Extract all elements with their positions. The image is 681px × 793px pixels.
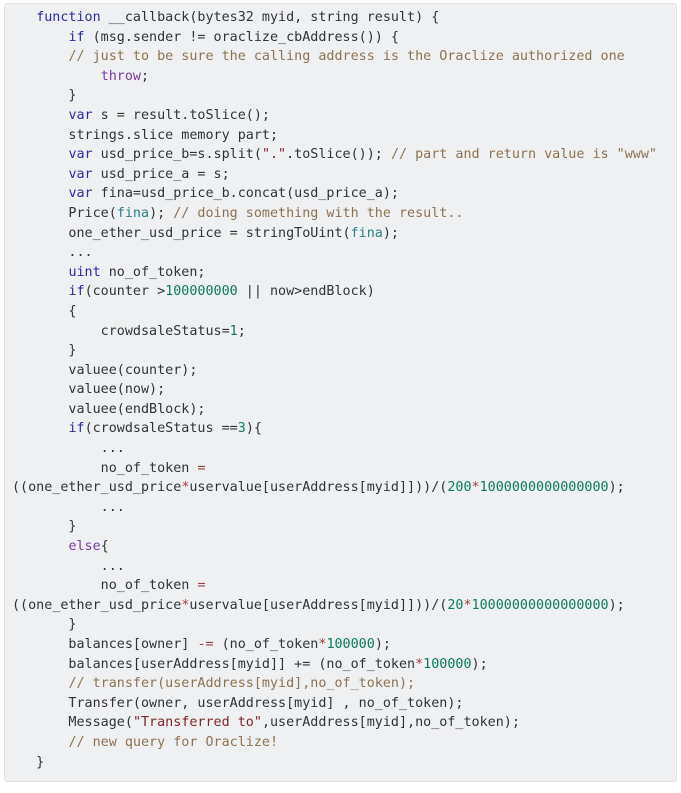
code-token-pln: ); (382, 225, 399, 241)
code-token-pln (12, 147, 68, 162)
code-token-pln: ,userAddress[myid],no_of_token); (261, 715, 520, 731)
code-token-kwd: var (68, 166, 93, 182)
code-token-pln (12, 167, 68, 182)
code-token-num: 200 (447, 480, 472, 496)
code-token-pln (12, 421, 68, 436)
code-token-com: // just to be sure the calling address is the Oraclize authorized one (68, 49, 625, 65)
code-token-pln: strings.slice memory part; (12, 127, 279, 143)
code-token-pln (12, 10, 36, 25)
code-line (12, 165, 670, 185)
code-token-pln: balances[owner] (12, 637, 198, 652)
code-line (12, 28, 670, 48)
code-token-op: * (318, 637, 327, 652)
code-token-pln: ); (149, 205, 174, 221)
code-line (12, 8, 670, 28)
code-token-pln: s = result.toSlice(); (92, 107, 270, 123)
code-token-kw2: else (68, 539, 101, 555)
code-token-pln: ... (12, 499, 125, 515)
code-panel (4, 3, 677, 782)
code-token-pln: usd_price_b=s.split( (92, 147, 262, 163)
code-token-typ: fina (350, 225, 383, 241)
code-token-kwd: if (68, 29, 85, 45)
code-line (12, 459, 670, 479)
code-line (12, 557, 670, 577)
code-token-num: 1000000000000000 (479, 480, 609, 496)
code-line (12, 224, 670, 244)
code-token-pln: ; (141, 68, 150, 84)
code-token-kw2: throw (100, 68, 141, 84)
code-line (12, 517, 670, 537)
code-line (12, 126, 670, 146)
code-token-op: * (463, 597, 472, 613)
code-token-kwd: var (68, 147, 93, 163)
code-token-pln: usd_price_a = s; (92, 166, 230, 182)
code-line (12, 322, 670, 342)
code-line (12, 243, 670, 263)
code-token-op: -= (197, 637, 214, 652)
code-token-pln: || now>endBlock) (237, 284, 375, 300)
code-line (12, 713, 670, 733)
code-token-num: 100000000 (165, 284, 238, 300)
code-line (12, 439, 670, 459)
code-line (12, 753, 670, 773)
code-token-pln: (msg.sender != oraclize_cbAddress()) { (84, 29, 399, 45)
code-line (12, 204, 670, 224)
code-token-pln: ((one_ether_usd_price (12, 597, 182, 613)
code-token-kwd: var (68, 107, 93, 123)
code-line (12, 361, 670, 381)
code-token-op: * (471, 480, 480, 496)
code-token-pln: valuee(counter); (12, 362, 198, 378)
code-token-pln: } (12, 754, 45, 770)
code-token-pln: (counter > (84, 284, 166, 300)
code-token-pln: balances[userAddress[myid]] += (no_of_token (12, 656, 416, 672)
code-token-pln: Price( (12, 205, 117, 221)
code-token-com: // new query for Oraclize! (68, 734, 279, 750)
code-line (12, 67, 670, 87)
code-token-pln: ; (237, 323, 246, 339)
code-token-str: "." (261, 147, 287, 163)
code-token-pln: no_of_token; (100, 264, 206, 280)
code-token-pln: ... (12, 441, 125, 457)
code-token-com: // part and return value is "www" (390, 147, 657, 163)
code-line (12, 694, 670, 714)
code-token-pln: } (12, 519, 77, 535)
code-line (12, 674, 670, 694)
code-line (12, 655, 670, 675)
code-token-pln: uservalue[userAddress[myid]]))/( (189, 597, 448, 613)
code-token-typ: fina (116, 205, 150, 221)
code-token-pln (12, 539, 68, 554)
code-token-pln: ((one_ether_usd_price (12, 480, 182, 496)
code-token-pln: __callback(bytes32 myid, string result) { (100, 10, 440, 25)
code-token-pln: ); (608, 480, 625, 496)
code-token-pln (12, 186, 68, 201)
code-line (12, 282, 670, 302)
code-pre (12, 8, 670, 772)
code-token-pln (12, 735, 68, 750)
code-token-pln: fina=usd_price_b.concat(usd_price_a); (92, 186, 399, 202)
code-token-pln (12, 108, 68, 123)
code-token-kwd: if (68, 421, 85, 437)
code-token-pln: ); (608, 597, 625, 613)
code-line (12, 615, 670, 635)
code-token-pln: uservalue[userAddress[myid]]))/( (189, 480, 448, 496)
code-token-com: // transfer(userAddress[myid],no_of_token); (68, 676, 416, 692)
code-token-pln: Transfer(owner, userAddress[myid] , no_of_token); (12, 695, 464, 711)
code-token-op: * (415, 656, 424, 672)
code-line (12, 596, 670, 616)
code-token-kwd: var (68, 186, 93, 202)
code-token-str: "Transferred to" (132, 715, 262, 731)
code-token-pln: one_ether_usd_price = stringToUint( (12, 225, 351, 241)
code-line (12, 86, 670, 106)
code-token-num: 20 (447, 597, 464, 613)
code-line (12, 419, 670, 439)
code-token-pln: valuee(now); (12, 382, 166, 398)
code-token-pln: (no_of_token (213, 637, 319, 652)
code-line (12, 302, 670, 322)
code-line (12, 576, 670, 596)
code-token-num: 1 (229, 323, 238, 339)
code-line (12, 145, 670, 165)
code-line (12, 400, 670, 420)
code-token-pln: valuee(endBlock); (12, 401, 206, 417)
code-token-pln: (crowdsaleStatus == (84, 421, 238, 437)
code-token-pln (12, 30, 68, 45)
code-line (12, 341, 670, 361)
code-token-num: 3 (237, 421, 246, 437)
code-token-pln (12, 265, 68, 280)
code-token-num: 100000 (423, 656, 472, 672)
code-line (12, 263, 670, 283)
code-token-kwd: if (68, 284, 85, 300)
code-token-num: 100000 (326, 637, 375, 652)
code-token-pln: { (12, 303, 77, 319)
code-token-pln: no_of_token (12, 460, 198, 476)
code-line (12, 47, 670, 67)
code-token-kwd: uint (68, 264, 101, 280)
code-token-pln (12, 69, 101, 84)
code-token-op: * (181, 480, 190, 496)
code-token-pln: ); (374, 637, 391, 652)
code-token-op: = (197, 578, 206, 594)
code-token-pln: .toSlice()); (286, 147, 391, 163)
code-token-pln: { (100, 539, 109, 555)
code-line (12, 733, 670, 753)
code-token-pln (12, 676, 68, 691)
code-line (12, 184, 670, 204)
code-token-op: = (197, 460, 206, 476)
code-token-op: * (181, 597, 190, 613)
code-line (12, 498, 670, 518)
code-token-num: 10000000000000000 (471, 597, 609, 613)
code-token-pln: no_of_token (12, 578, 198, 594)
code-token-pln: crowdsaleStatus= (12, 323, 230, 339)
code-line (12, 635, 670, 655)
code-token-pln (12, 49, 68, 64)
code-token-pln: ... (12, 245, 93, 261)
code-line (12, 106, 670, 126)
code-token-pln: ){ (245, 421, 262, 437)
code-token-pln: } (12, 88, 77, 104)
code-token-pln (12, 284, 68, 299)
code-token-pln: ... (12, 558, 125, 574)
code-line (12, 478, 670, 498)
code-token-com: // doing something with the result.. (173, 205, 464, 221)
code-token-pln: } (12, 343, 77, 359)
code-token-pln: ); (471, 656, 488, 672)
code-line (12, 380, 670, 400)
code-token-kwd: function (36, 10, 101, 25)
code-token-pln: } (12, 617, 77, 633)
code-line (12, 537, 670, 557)
code-token-pln: Message( (12, 715, 133, 731)
